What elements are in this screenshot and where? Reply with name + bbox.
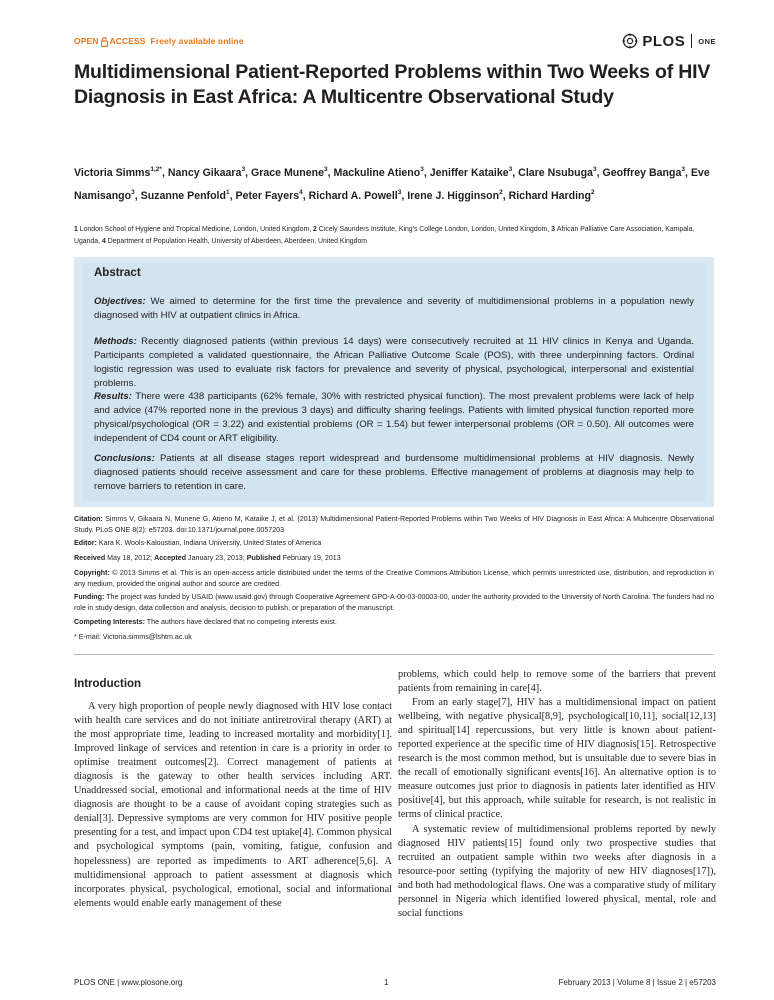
access-label: ACCESS xyxy=(109,36,146,46)
abstract-conclusions xyxy=(94,452,694,494)
open-access-badge xyxy=(74,36,244,46)
methods-text: Recently diagnosed patients (within previous 14 days) were consecutively recruited at 11 HIV clinics in Kenya and Uganda. Participants completed a validated questionnaire, the African Palliative Outcome Scale (POS), with three underpinning factors. Ordinal logistic regression was used to evaluate risk factors for prevalence and severity of physical, psychological, interpersonal and existential problems. xyxy=(94,336,694,389)
page-number: 1 xyxy=(384,978,389,987)
funding-text: The project was funded by USAID (www.usaid.gov) through Cooperative Agreement GPO-A-00-03-00003-00, under the authority provided to the University of North Carolina. The funders had no role in study design, data collection and analysis, decision to publish, or preparation of the manuscript. xyxy=(74,593,715,612)
funding xyxy=(74,592,714,614)
author-name: Peter Fayers$^4$ xyxy=(235,189,303,202)
received-date: May 18, 2012; xyxy=(107,554,153,562)
affiliation-item: London School of Hygiene and Tropical Medicine, London, United Kingdom, xyxy=(79,226,314,233)
abstract-methods xyxy=(94,335,694,391)
author-name: Nancy Gikaara$^3$ xyxy=(167,166,246,179)
abstract-heading: Abstract xyxy=(94,267,141,279)
abstract-results xyxy=(94,390,694,446)
author-list: Victoria Simms$^{1,2*}$, Nancy Gikaara$^3$, Grace Munene$^3$, Mackuline Atieno$^3$, Jeniffer Kataike$^3$, Clare Nsubuga$^3$, Geoffrey Banga$^3$, Eve Namisango$^3$, Suzanne Penfold$^1$, Peter Fayers$^4$, Richard A. Powell$^3$, Irene J. Higginson$^2$, Richard Harding$^2$ xyxy=(74,166,710,202)
author-name: Suzanne Penfold$^1$ xyxy=(140,189,230,202)
citation-label: Citation: xyxy=(74,515,103,523)
funding-label: Funding: xyxy=(74,593,105,601)
results-text: There were 438 participants (62% female, 30% with restricted physical function). The most prevalent problems were lack of help and advice (47% reported none in the previous 3 days) and difficulty sharing feelings. Patients with limited physical function reported more physical/psychological (OR = 3.22) and existential problems (OR = 1.54) but fewer interpersonal problems (OR = 0.50). All outcomes were independent of CD4 count or ART eligibility. xyxy=(94,391,694,444)
corresponding-email[interactable]: * E-mail: Victoria.simms@lshtm.ac.uk xyxy=(74,633,192,641)
objectives-text: We aimed to determine for the first time the prevalence and severity of multidimensional problems in a population newly diagnosed with HIV at outpatient clinics in Africa. xyxy=(94,296,694,321)
body-paragraph: A systematic review of multidimensional problems reported by newly diagnosed HIV patients[15] found only two prospective studies that recruited an outpatient sample within two weeks after diagnosis in a resource-poor setting (typifying the majority of new HIV diagnoses[17]), and both had methodological flaws. One was a comparative study of military personnel in Nigeria which identified lowered physical, mental, role and social functions xyxy=(398,823,716,919)
copyright-text: © 2013 Simms et al. This is an open-access article distributed under the terms of the Creative Commons Attribution License, which permits unrestricted use, distribution, and reproduction in any medium, provided the original author and source are credited. xyxy=(74,569,714,588)
editor xyxy=(74,538,714,549)
methods-label: Methods: xyxy=(94,336,137,347)
author-name: Mackuline Atieno$^3$ xyxy=(333,166,424,179)
conclusions-label: Conclusions: xyxy=(94,453,155,464)
results-label: Results: xyxy=(94,391,132,402)
body-right-column xyxy=(398,668,716,921)
affiliation-item: Cicely Saunders Institute, King's College London, London, United Kingdom, xyxy=(318,226,552,233)
accepted-label: Accepted xyxy=(154,554,187,562)
open-lock-icon xyxy=(101,37,108,46)
citation xyxy=(74,514,714,536)
author-name: Geoffrey Banga$^3$ xyxy=(602,166,685,179)
article-title: Multidimensional Patient-Reported Problems within Two Weeks of HIV Diagnosis in East Africa: A Multicentre Observational Study xyxy=(74,61,711,108)
page-footer xyxy=(74,978,716,987)
author-name: Irene J. Higginson$^2$ xyxy=(407,189,503,202)
affiliations: 1 London School of Hygiene and Tropical Medicine, London, United Kingdom, 2 Cicely Saunders Institute, King's College London, London, United Kingdom, 3 African Palliative Care Association, Kampala, Uganda, 4 Department of Population Health, University of Aberdeen, Aberdeen, United Kingdom xyxy=(74,226,695,245)
open-label: OPEN xyxy=(74,36,99,46)
author-name: Eve Namisango$^3$ xyxy=(74,167,710,202)
editor-label: Editor: xyxy=(74,539,97,547)
conclusions-text: Patients at all disease stages report widespread and burdensome multidimensional problems at HIV diagnosis. Newly diagnosed patients should receive assessment and care for these problems. Effective management of problems at diagnosis may help to remove barriers to retention in care. xyxy=(94,453,694,492)
copyright xyxy=(74,568,714,590)
editor-text: Kara K. Wools-Kaloustian, Indiana University, United States of America xyxy=(98,539,322,547)
footer-journal: PLOS ONE | www.plosone.org xyxy=(74,978,183,987)
published-label: Published xyxy=(246,554,281,562)
body-paragraph: From an early stage[7], HIV has a multidimensional impact on patient wellbeing, with negative physical[8,9], psychological[10,11], social[12,13] and spiritual[14] repercussions, but very little is known about patient-reported experience at the specific time of HIV diagnosis[15]. Retrospective research is the most common method, but is unsuitable due to severe bias in the recall of emotionally significant events[16]. An alternative option is to measure outcomes just prior to diagnosis in patients later identified as HIV positive[4], but this approach, while suitable for research, is not realistic in terms of clinical practice. xyxy=(398,697,716,821)
affiliation-item: Department of Population Health, University of Aberdeen, Aberdeen, United Kingdom xyxy=(107,238,368,245)
author-name: Richard A. Powell$^3$ xyxy=(308,189,402,202)
plos-one-logo xyxy=(622,33,716,50)
author-name: Grace Munene$^3$ xyxy=(250,166,328,179)
copyright-label: Copyright: xyxy=(74,569,110,577)
footer-issue: February 2013 | Volume 8 | Issue 2 | e57203 xyxy=(558,978,716,987)
dates xyxy=(74,553,714,564)
plos-wordmark: PLOS xyxy=(642,32,686,50)
abstract-box xyxy=(74,257,714,507)
received-label: Received xyxy=(74,554,106,562)
freely-available-label: Freely available online xyxy=(150,36,244,46)
competing-text: The authors have declared that no competing interests exist. xyxy=(146,618,337,626)
affiliation-item: African Palliative Care Association, Kampala, Uganda, xyxy=(74,226,695,245)
published-date: February 19, 2013 xyxy=(282,554,341,562)
author-name: Jeniffer Kataike$^3$ xyxy=(429,166,513,179)
author-name: Richard Harding$^2$ xyxy=(508,189,595,202)
body-paragraph: problems, which could help to remove some of the barriers that prevent patients from remaining in care[4]. xyxy=(398,669,716,695)
body-paragraph: A very high proportion of people newly diagnosed with HIV lose contact with health care services and do not initiate antiretroviral therapy (ART) at the most appropriate time, leading to increased mortality and morbidity[1]. Improved linkage of services and retention in care is a priority in order to optimise treatment outcomes[2]. Correct management of patients at diagnosis is the gateway to other health services including ART. Unaddressed social, emotional and informational needs at the time of HIV diagnosis are thought to be a cause of avoidant coping strategies such as denial[3]. Depressive symptoms are very common for HIV positive people presenting for a test, and impact upon CD4 test uptake[4]. Common physical and psychological symptoms (pain, vomiting, fatigue, confusion and hopelessness) are reported as impediments to ART adherence[5,6]. A multidimensional approach to patient assessment at diagnosis which incorporates physical, psychological, emotional, social and informational elements would enable early management of these xyxy=(74,701,392,909)
citation-text: Simms V, Gikaara N, Munene G, Atieno M, Kataike J, et al. (2013) Multidimensional Patient-Reported Problems within Two Weeks of HIV Diagnosis in East Africa: A Multicentre Observational Study. PLoS ONE 8(2): e57203. doi:10.1371/journal.pone.0057203 xyxy=(74,515,714,534)
plos-logo-icon xyxy=(622,33,638,49)
accepted-date: January 23, 2013; xyxy=(188,554,245,562)
introduction-heading: Introduction xyxy=(74,678,142,690)
logo-divider xyxy=(691,34,692,48)
competing-label: Competing Interests: xyxy=(74,618,145,626)
one-wordmark: ONE xyxy=(698,36,716,46)
objectives-label: Objectives: xyxy=(94,296,146,307)
author-name: Victoria Simms$^{1,2*}$ xyxy=(74,166,162,179)
competing-interests xyxy=(74,617,714,628)
abstract-objectives xyxy=(94,295,694,323)
author-name: Clare Nsubuga$^3$ xyxy=(518,166,597,179)
body-left-column xyxy=(74,666,392,911)
page-header xyxy=(74,31,716,51)
